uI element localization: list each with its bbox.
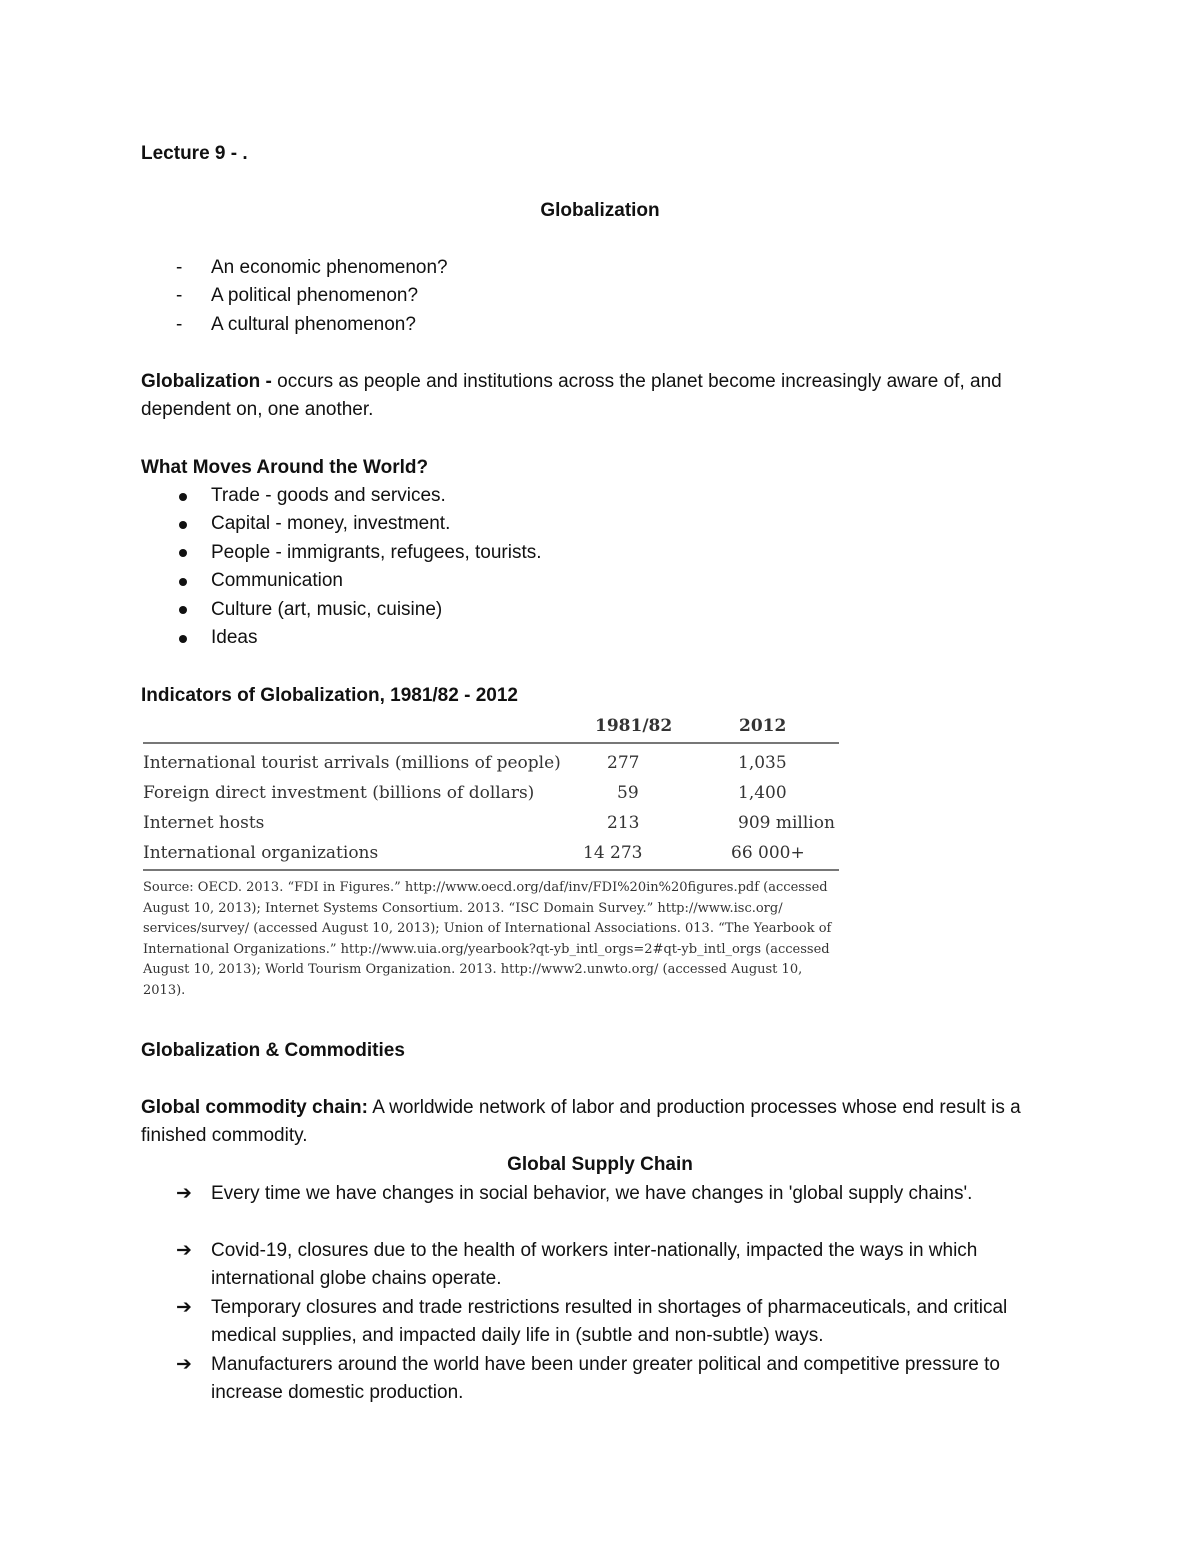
table-header-1981: 1981/82 bbox=[595, 716, 673, 736]
list-item: People - immigrants, refugees, tourists. bbox=[211, 542, 542, 563]
dash-marker: - bbox=[176, 257, 183, 278]
dash-item: An economic phenomenon? bbox=[211, 257, 448, 278]
dash-marker: - bbox=[176, 314, 183, 335]
supply-chain-heading: Global Supply Chain bbox=[507, 1154, 693, 1175]
table-source-note bbox=[143, 878, 843, 1001]
bullet-icon bbox=[179, 578, 187, 586]
table-bottom-rule bbox=[143, 869, 839, 871]
bullet-icon bbox=[179, 549, 187, 557]
gcc-text: A worldwide network of labor and production processes whose end result is a finished commodity. bbox=[141, 1097, 1021, 1146]
row-label: International organizations bbox=[143, 843, 379, 863]
list-item: Temporary closures and trade restrictions resulted in shortages of pharmaceuticals, and critical medical supplies, and impacted daily life in (subtle and non-subtle) ways. bbox=[211, 1297, 1008, 1346]
bullet-icon bbox=[179, 521, 187, 529]
bullet-icon bbox=[179, 606, 187, 614]
arrow-icon: ➔ bbox=[176, 1183, 192, 1204]
row-value-2012: 66 000+ bbox=[731, 843, 805, 863]
dash-item: A cultural phenomenon? bbox=[211, 314, 416, 335]
gcc-definition bbox=[141, 1094, 1061, 1150]
row-label: Internet hosts bbox=[143, 813, 265, 833]
dash-marker: - bbox=[176, 285, 183, 306]
arrow-icon: ➔ bbox=[176, 1240, 192, 1261]
moves-heading: What Moves Around the World? bbox=[141, 457, 429, 478]
globalization-heading: Globalization bbox=[540, 200, 660, 221]
row-label: International tourist arrivals (millions of people) bbox=[143, 753, 561, 773]
row-value-1981: 277 bbox=[607, 753, 640, 773]
list-item: Covid-19, closures due to the health of workers inter-nationally, impacted the ways in which international globe chains operate. bbox=[211, 1240, 978, 1289]
row-value-2012: 1,035 bbox=[738, 753, 787, 773]
commodities-heading: Globalization & Commodities bbox=[141, 1040, 405, 1061]
arrow-icon: ➔ bbox=[176, 1354, 192, 1375]
row-value-1981: 213 bbox=[607, 813, 640, 833]
row-value-2012: 909 million bbox=[738, 813, 835, 833]
list-item: Every time we have changes in social behavior, we have changes in 'global supply chains'. bbox=[211, 1183, 973, 1204]
dash-item: A political phenomenon? bbox=[211, 285, 419, 306]
source-line: August 10, 2013); Internet Systems Consortium. 2013. “ISC Domain Survey.” http://www.isc.org/ bbox=[143, 900, 783, 916]
row-value-1981: 14 273 bbox=[583, 843, 643, 863]
list-item: Trade - goods and services. bbox=[211, 485, 446, 506]
globalization-definition bbox=[141, 368, 1061, 424]
list-item: Ideas bbox=[211, 627, 258, 648]
list-item: Capital - money, investment. bbox=[211, 513, 451, 534]
list-item: Manufacturers around the world have been under greater political and competitive pressure to increase domestic production. bbox=[211, 1354, 1000, 1403]
bullet-icon bbox=[179, 493, 187, 501]
row-value-1981: 59 bbox=[617, 783, 639, 803]
list-item: Culture (art, music, cuisine) bbox=[211, 599, 443, 620]
source-line: services/survey/ (accessed August 10, 2013); Union of International Associations. 013. “The Yearbook of bbox=[143, 921, 832, 936]
indicators-heading: Indicators of Globalization, 1981/82 - 2012 bbox=[141, 685, 518, 706]
lecture-title: Lecture 9 - . bbox=[141, 143, 248, 164]
table-header-2012: 2012 bbox=[739, 716, 787, 736]
gcc-term: Global commodity chain: bbox=[141, 1097, 368, 1118]
source-line: August 10, 2013); World Tourism Organization. 2013. http://www2.unwto.org/ (accessed August 10, 2013). bbox=[143, 962, 803, 998]
list-item: Communication bbox=[211, 570, 343, 591]
definition-text: occurs as people and institutions across the planet become increasingly aware of, and dependent on, one another. bbox=[141, 371, 1002, 420]
definition-term: Globalization - bbox=[141, 371, 278, 392]
row-label: Foreign direct investment (billions of dollars) bbox=[143, 783, 535, 803]
arrow-icon: ➔ bbox=[176, 1297, 192, 1318]
bullet-icon bbox=[179, 635, 187, 643]
source-line: International Organizations.” http://www.uia.org/yearbook?qt-yb_intl_orgs=2#qt-yb_intl_orgs (accessed bbox=[143, 941, 830, 957]
table-top-rule bbox=[143, 742, 839, 744]
row-value-2012: 1,400 bbox=[738, 783, 787, 803]
source-line: Source: OECD. 2013. “FDI in Figures.” http://www.oecd.org/daf/inv/FDI%20in%20figures.pdf (accessed bbox=[143, 880, 828, 895]
